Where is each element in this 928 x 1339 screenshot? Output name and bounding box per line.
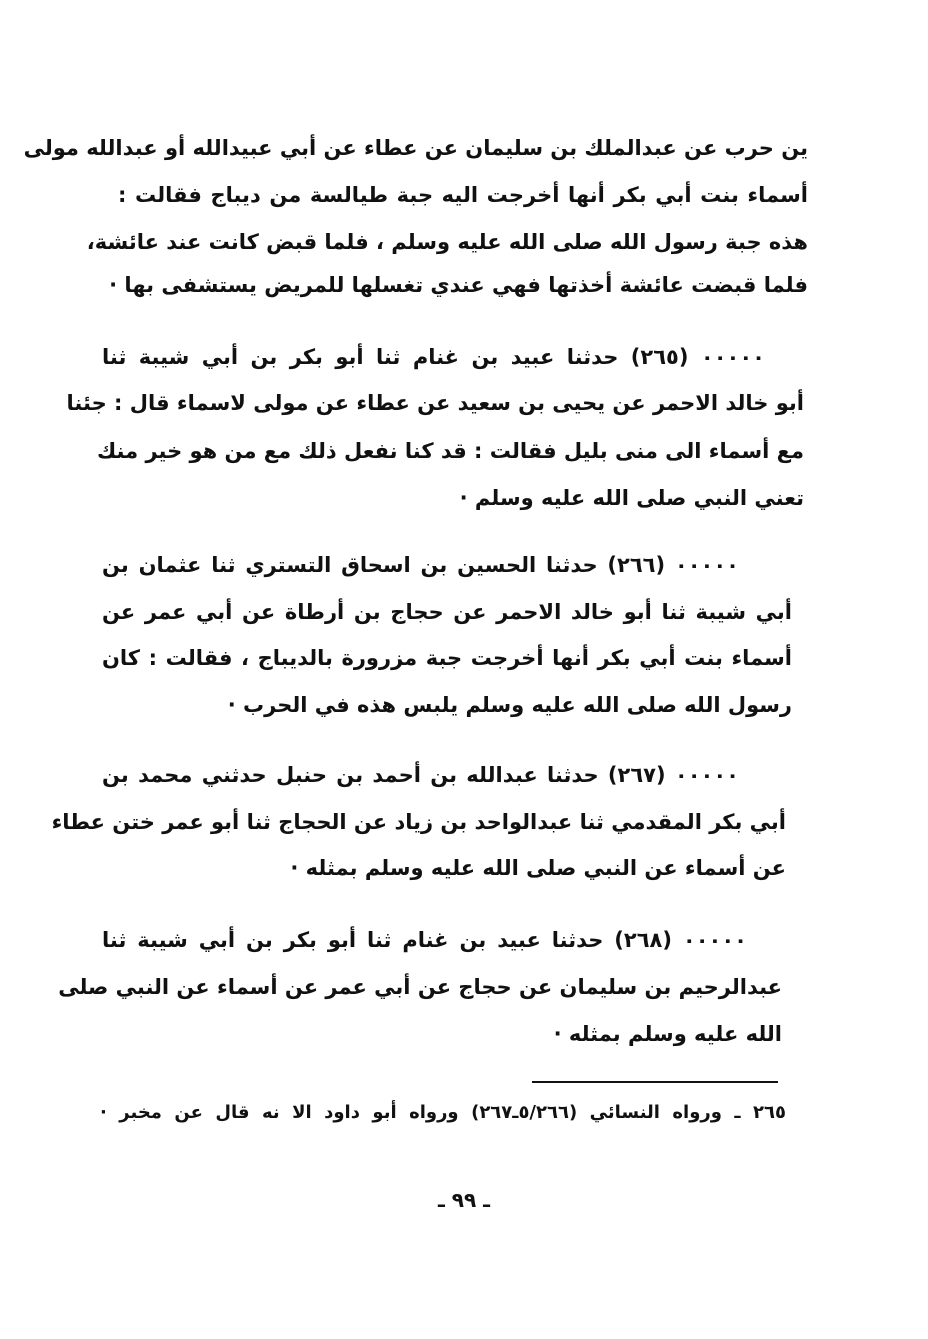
text-line: أبي بكر المقدمي ثنا عبدالواحد بن زياد عن الحجاج ثنا أبو عمر ختن عطاء (51, 810, 786, 834)
text-line: رسول الله صلى الله عليه وسلم يلبس هذه في الحرب · (227, 693, 792, 717)
text-line: أبو خالد الاحمر عن يحيى بن سعيد عن عطاء عن مولى لاسماء قال : جئنا (66, 391, 804, 415)
text-line: ٠٠٠٠٠ (٢٦٨) حدثنا عبيد بن غنام ثنا أبو بكر بن أبي شيبة ثنا (102, 928, 747, 952)
text-line: عبدالرحيم بن سليمان عن حجاج عن أبي عمر عن أسماء عن النبي صلى (58, 975, 782, 999)
footnote: ٢٦٥ ـ ورواه النسائي (٥/٢٦٦ـ٢٦٧) ورواه أبو داود الا نه قال عن مخبر · (100, 1102, 786, 1123)
text-line: مع أسماء الى منى بليل فقالت : قد كنا نفعل ذلك مع من هو خير منك (97, 439, 804, 463)
text-line: ٠٠٠٠٠ (٢٦٧) حدثنا عبدالله بن أحمد بن حنبل حدثني محمد بن (102, 763, 739, 787)
footnote-separator (532, 1081, 778, 1083)
text-line: أسماء بنت أبي بكر أنها أخرجت اليه جبة طيالسة من ديباج فقالت : (118, 183, 808, 207)
text-line: تعني النبي صلى الله عليه وسلم · (459, 486, 804, 510)
text-line: فلما قبضت عائشة أخذتها فهي عندي تغسلها للمريض يستشفى بها · (109, 273, 808, 297)
text-line: عن أسماء عن النبي صلى الله عليه وسلم بمثله · (290, 856, 786, 880)
text-line: الله عليه وسلم بمثله · (553, 1022, 782, 1046)
text-line: ٠٠٠٠٠ (٢٦٦) حدثنا الحسين بن اسحاق التستري ثنا عثمان بن (102, 553, 739, 577)
page-number: ـ ٩٩ ـ (437, 1188, 491, 1212)
text-line: ٠٠٠٠٠ (٢٦٥) حدثنا عبيد بن غنام ثنا أبو بكر بن أبي شيبة ثنا (102, 345, 765, 369)
text-line: ين حرب عن عبدالملك بن سليمان عن عطاء عن أبي عبيدالله أو عبدالله مولى (23, 136, 808, 160)
text-line: أسماء بنت أبي بكر أنها أخرجت جبة مزرورة بالديباج ، فقالت : كان (102, 646, 792, 670)
text-line: أبي شيبة ثنا أبو خالد الاحمر عن حجاج بن أرطاة عن أبي عمر عن (102, 600, 792, 624)
text-line: هذه جبة رسول الله صلى الله عليه وسلم ، فلما قبض كانت عند عائشة، (86, 230, 808, 254)
